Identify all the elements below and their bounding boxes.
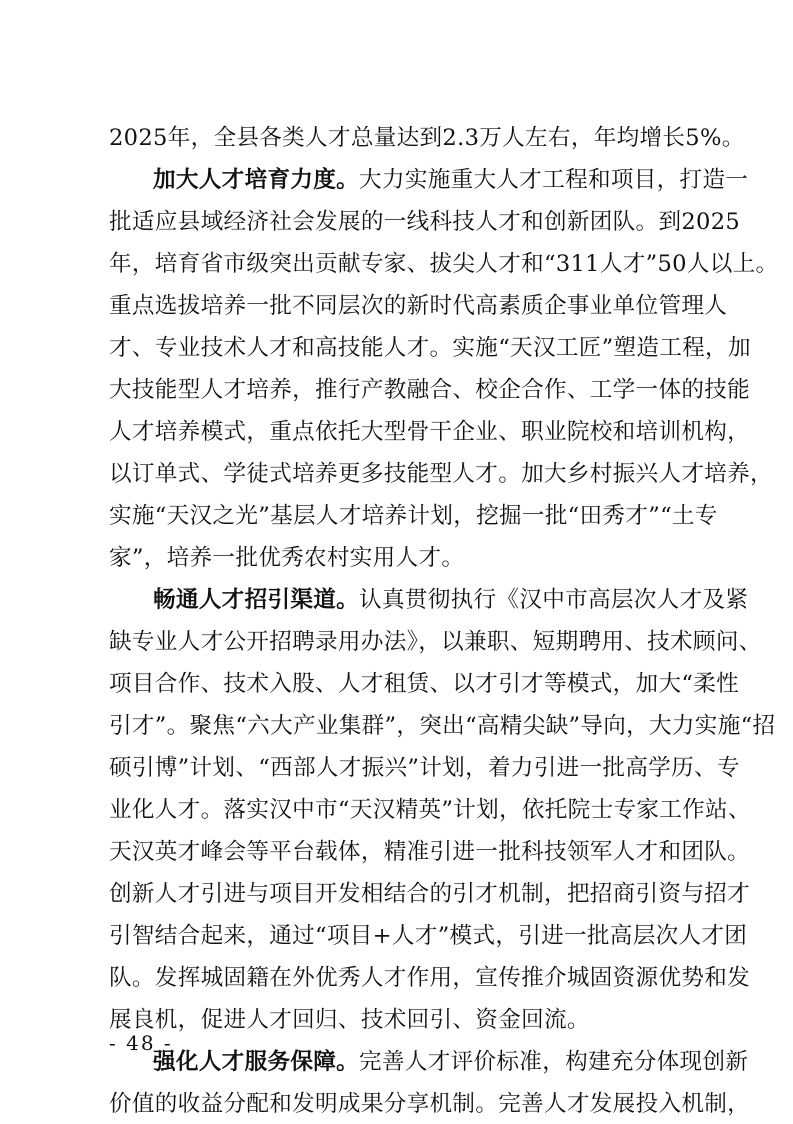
paragraph-2-line-8: 以订单式、学徒式培养更多技能型人才。加大乡村振兴人才培养， — [109, 461, 773, 487]
paragraph-3-line-2: 缺专业人才公开招聘录用办法》，以兼职、短期聘用、技术顾问、 — [109, 629, 762, 655]
paragraph-3-line-6: 业化人才。落实汉中市“天汉精英”计划，依托院士专家工作站、 — [109, 797, 751, 823]
paragraph-3-line-3: 项目合作、技术入股、人才租赁、以才引才等模式，加大“柔性 — [109, 671, 739, 697]
paragraph-2-heading: 加大人才培育力度。 — [153, 167, 360, 193]
paragraph-2-line-10: 家”，培养一批优秀农村实用人才。 — [109, 545, 465, 571]
paragraph-3-line-11: 展良机，促进人才回归、技术回引、资金回流。 — [109, 1007, 590, 1033]
paragraph-2-line-7: 人才培养模式，重点依托大型骨干企业、职业院校和培训机构， — [109, 419, 751, 445]
paragraph-2-line-2: 批适应县域经济社会发展的一线科技人才和创新团队。到2025 — [109, 209, 741, 235]
paragraph-2-line-4: 重点选拔培养一批不同层次的新时代高素质企事业单位管理人 — [109, 293, 728, 319]
paragraph-3-line-1-text: 认真贯彻执行《汉中市高层次人才及紧 — [359, 587, 749, 613]
paragraph-3-line-9: 引智结合起来，通过“项目+人才”模式，引进一批高层次人才团 — [109, 923, 748, 949]
paragraph-2-line-3: 年，培育省市级突出贡献专家、拔尖人才和“311人才”50人以上。 — [109, 251, 779, 277]
paragraph-2-line-6: 大技能型人才培养，推行产教融合、校企合作、工学一体的技能 — [109, 377, 751, 403]
paragraph-4-heading: 强化人才服务保障。 — [153, 1049, 360, 1075]
paragraph-3-line-8: 创新人才引进与项目开发相结合的引才机制，把招商引资与招才 — [109, 881, 751, 907]
paragraph-2-line-9: 实施“天汉之光”基层人才培养计划，挖掘一批“田秀才”“土专 — [109, 503, 718, 529]
paragraph-3-line-5: 硕引博”计划、“西部人才振兴”计划，着力引进一批高学历、专 — [109, 755, 740, 781]
paragraph-4-line-1 — [153, 1042, 749, 1082]
page-number: - 48 - — [109, 1031, 173, 1055]
paragraph-3-line-4: 引才”。聚焦“六大产业集群”，突出“高精尖缺”导向，大力实施“招 — [109, 713, 776, 739]
paragraph-2-line-5: 才、专业技术人才和高技能人才。实施“天汉工匠”塑造工程，加 — [109, 335, 751, 361]
paragraph-4-line-2: 价值的收益分配和发明成果分享机制。完善人才发展投入机制， — [109, 1091, 751, 1117]
paragraph-2-line-1-text: 大力实施重大人才工程和项目，打造一 — [359, 167, 749, 193]
paragraph-1-line-1: 2025年，全县各类人才总量达到2.3万人左右，年均增长5%。 — [109, 125, 745, 151]
paragraph-2-line-1 — [153, 160, 749, 200]
paragraph-3-line-10: 队。发挥城固籍在外优秀人才作用，宣传推介城固资源优势和发 — [109, 965, 751, 991]
paragraph-4-line-1-text: 完善人才评价标准，构建充分体现创新 — [359, 1049, 749, 1075]
paragraph-3-line-7: 天汉英才峰会等平台载体，精准引进一批科技领军人才和团队。 — [109, 839, 751, 865]
paragraph-3-line-1 — [153, 580, 749, 620]
paragraph-3-heading: 畅通人才招引渠道。 — [153, 587, 360, 613]
